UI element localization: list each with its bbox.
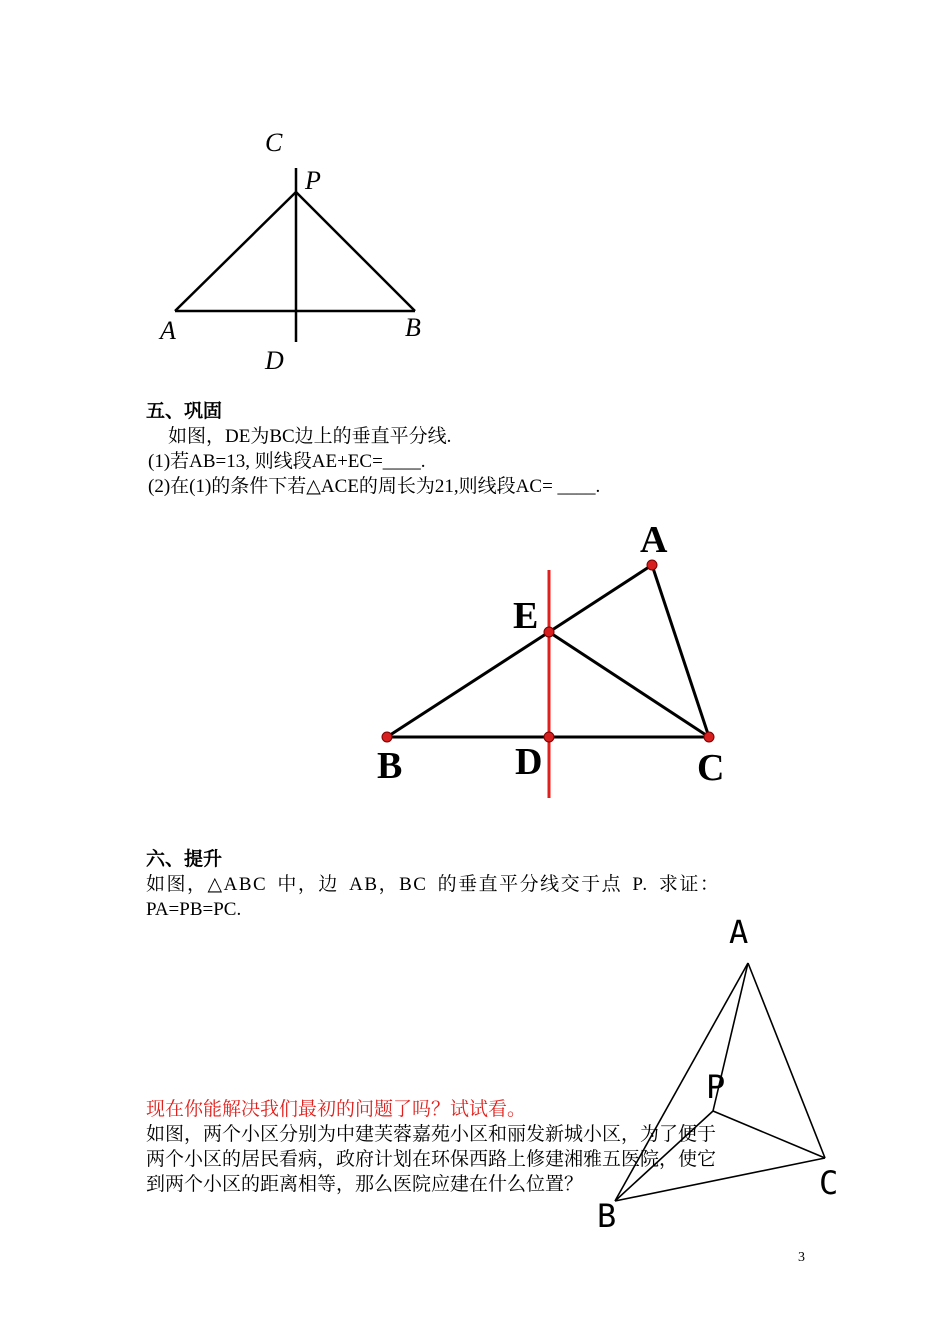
fig2-label-d: D: [515, 741, 543, 783]
fig2-label-b: B: [377, 745, 403, 787]
challenge-line-1: 如图，两个小区分别为中建芙蓉嘉苑小区和丽发新城小区，为了便于: [146, 1124, 717, 1145]
fig1-label-c: C: [265, 128, 283, 157]
section-6-line-1: 如图，△ABC 中，边 AB，BC 的垂直平分线交于点 P. 求证：: [146, 874, 721, 895]
section-6-line-2: PA=PB=PC.: [146, 899, 242, 920]
challenge-line-2: 两个小区的居民看病，政府计划在环保西路上修建湘雅五医院，使它: [146, 1149, 717, 1170]
page-number: 3: [798, 1250, 805, 1265]
fig3-label-b: B: [597, 1197, 617, 1235]
fig1-label-d: D: [265, 346, 284, 375]
segment-pc: [713, 1111, 825, 1158]
fig2-label-e: E: [513, 595, 539, 637]
fig3-label-p: P: [706, 1068, 726, 1106]
challenge-line-3: 到两个小区的距离相等，那么医院应建在什么位置？: [146, 1174, 584, 1195]
fig2-label-a: A: [640, 519, 668, 561]
fig3-label-a: A: [729, 913, 749, 951]
fig1-label-b: B: [405, 313, 421, 342]
segment-ac: [748, 963, 825, 1158]
fig1-label-a: A: [160, 316, 176, 345]
fig1-label-p: P: [305, 166, 321, 195]
fig3-label-c: C: [819, 1164, 839, 1202]
fig2-label-c: C: [697, 747, 725, 789]
section-5-question-1: (1)若AB=13, 则线段AE+EC=____.: [148, 451, 426, 472]
section-6-heading: 六、提升: [146, 849, 223, 870]
challenge-prompt: 现在你能解决我们最初的问题了吗？试试看。: [146, 1099, 527, 1120]
section-5-question-2: (2)在(1)的条件下若△ACE的周长为21,则线段AC= ____.: [148, 476, 601, 497]
section-5-heading: 五、巩固: [146, 401, 223, 422]
section-5-intro: 如图，DE为BC边上的垂直平分线.: [168, 426, 452, 447]
